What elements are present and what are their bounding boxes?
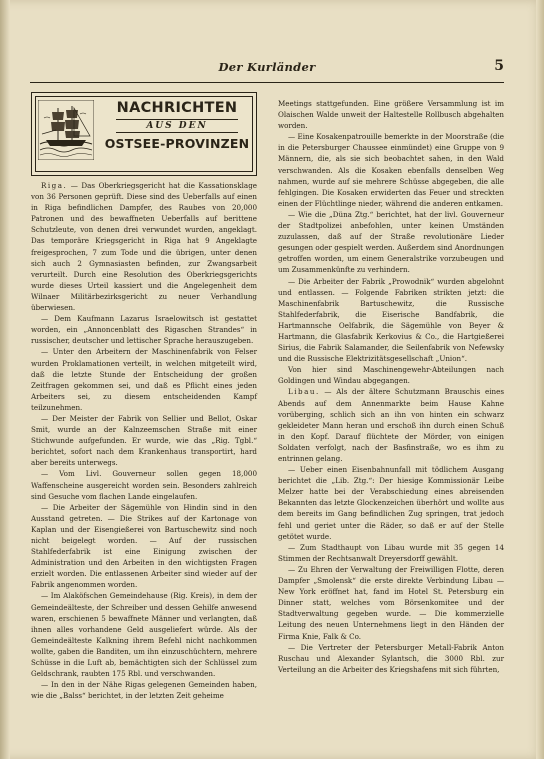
article-paragraph <box>31 502 257 591</box>
paragraph-text: — Zu Ehren der Verwaltung der Freiwilligen Flotte, deren Dampfer „Smolensk“ die erste direkte Verbindung Libau — New York eröffnet hat, fand im Hotel St. Petersburg ein Dinner statt, welches vom Börsenkomitee und der Stadtverwaltung gegeben wurde. — Die kommerzielle Leitung des neuen Unternehmens liegt in den Händen der Firma Knie, Falk & Co. <box>278 564 504 641</box>
paragraph-text: — Der Meister der Fabrik von Sellier und Bellot, Oskar Smit, wurde an der Kalnzeemschen Straße mit einer Stichwunde aufgefunden. Er wurde, wie das „Rig. Tgbl.“ berichtet, sofort nach dem Krankenhaus transportirt, hard aber bereits unterwegs. <box>31 413 257 468</box>
paragraph-text: — Wie die „Düna Ztg.“ berichtet, hat der livl. Gouverneur der Stadtpolizei anbefohlen, unter keinen Umständen zuzulassen, daß auf der Straße revolutionäre Lieder gesungen oder gespielt werden. Außerdem sind Anordnungen getroffen worden, um einem Generalstrike vorzubeugen und um Zusammenkünfte zu verhindern. <box>278 209 504 275</box>
paragraph-text: — Dem Kaufmann Lazarus Israelowitsch ist gestattet worden, ein „Annoncenblatt des Rigaschen Strandes“ in russischer, deutscher und lettischer Sprache herauszugeben. <box>31 314 257 346</box>
paragraph-text: — In den in der Nähe Rigas gelegenen Gemeinden haben, wie die „Balss“ berichtet, in der letzten Zeit geheime <box>31 680 257 701</box>
paragraph-text: — Vom Livl. Gouverneur sollen gegen 18,000 Waffenscheine ausgereicht worden sein. Besonders zahlreich sind Gesuche vom flachen Lande eingelaufen. <box>31 469 257 501</box>
article-paragraph <box>278 276 504 365</box>
dateline: Libau. <box>288 387 320 397</box>
paragraph-text: — Das Oberkriegsgericht hat die Kassationsklage von 36 Personen geprüft. Diese sind des Ueberfalls auf einen in Riga befindlichen Dampfer, des Raubes von 20,000 Patronen und des bewaffneten Ueberfalls auf berittene Schutzleute, von denen drei verwundet wurden, angeklagt. Das temporäre Kriegsgericht in Riga hat 9 Angeklagte freigesprochen, 7 zum Tode und die übrigen, unter denen sich auch 2 Gymnasiasten befinden, zur Zwangsarbeit verurteilt. Durch eine Resolution des Oberkriegsgerichts wurde dieses Urteil kassiert und die Angelegenheit dem Wilnaer Militärbezirksgericht zu neuer Verhandlung überwiesen. <box>31 181 257 313</box>
paragraph-text: Meetings stattgefunden. Eine größere Versammlung ist im Olaischen Walde unweit der Haltestelle Rollbusch abgehalten worden. <box>278 99 504 131</box>
banner-line-3: OSTSEE-PROVINZEN <box>104 136 250 151</box>
banner-title <box>102 99 252 153</box>
article-paragraph <box>31 590 257 679</box>
sailing-ship-icon <box>38 100 94 160</box>
banner-line-1: NACHRICHTEN <box>116 100 238 116</box>
article-paragraph <box>278 364 504 386</box>
article-paragraph <box>31 346 257 413</box>
paragraph-text: — Unter den Arbeitern der Maschinenfabrik von Felser wurden Proklamationen verteilt, in welchen mitgeteilt wird, daß die letzte Stunde der Entscheidung der großen Zeitfragen gekommen sei, und daß es Pflicht eines jeden Arbeiters sei, zu diesem entscheidenden Kampf teilzunehmen. <box>31 347 257 412</box>
article-paragraph <box>31 468 257 501</box>
article-paragraph <box>278 542 504 564</box>
paragraph-text: — Eine Kosakenpatrouille bemerkte in der Moorstraße (die in die Petersburger Chaussee einmündet) eine Gruppe von 9 Männern, die, als sie sich beobachtet sahen, in den Wald verschwanden. Als die Kosaken ebenfalls denselben Weg nahmen, wurde auf sie mehrere Schüsse abgegeben, die alle fehlgingen. Die Kosaken erwiderten das Feuer und streckten einen der Flüchtlinge nieder, während die anderen entkamen. <box>278 132 504 208</box>
article-paragraph <box>31 313 257 346</box>
paragraph-text: — Die Arbeiter der Sägemühle von Hindin sind in den Ausstand getreten. — Die Strikes auf der Kartonage von Kaplan und der Eisengießerei von Bartuschewitz sind noch nicht beigelegt worden. — Auf der russischen Stahlfederfabrik ist eine Einigung zwischen der Administration und den Arbeiten in den wichtigsten Fragen erzielt worden. Die entlassenen Arbeiter sind wieder auf der Fabrik angenommen worden. <box>31 502 257 590</box>
dateline: Riga. <box>41 181 68 190</box>
article-paragraph <box>31 180 257 313</box>
paragraph-text: Von hier sind Maschinengewehr-Abteilungen nach Goldingen und Windau abgegangen. <box>278 365 504 386</box>
paragraph-text: — Als der ältere Schutzmann Brauschis eines Abends auf dem Annenmarkte beim Hause Kahne vorüberging, schlich sich an ihn von hinten ein schwarz gekleideter Mann heran und erschoß ihn durch einen Schuß in den Kopf. Darauf flüchtete der Mörder, von einigen Soldaten verfolgt, nach der Basfinstraße, wo es ihm zu entrinnen gelang. <box>278 387 504 463</box>
article-paragraph <box>278 464 504 542</box>
paragraph-text: — Zum Stadthaupt von Libau wurde mit 35 gegen 14 Stimmen der Rechtsanwalt Dreyersdorff gewählt. <box>278 542 504 563</box>
article-paragraph <box>278 209 504 276</box>
article-paragraph <box>278 386 504 464</box>
paragraph-text: — Ueber einen Eisenbahnunfall mit tödlichem Ausgang berichtet die „Lib. Ztg.“: Der hiesige Kommissionär Leibe Melzer hatte bei der Verabschiedung eines abreisenden Bekannten das letzte Glockenzeichen überhört und wollte aus dem bereits im Gang befindlichen Zug springen, trat jedoch fehl und geriet unter die Räder, so daß er auf der Stelle getötet wurde. <box>278 465 504 541</box>
running-title: Der Kurländer <box>218 60 316 74</box>
article-paragraph <box>278 131 504 209</box>
banner-line-2: AUS DEN <box>116 119 238 133</box>
article-paragraph <box>31 679 257 701</box>
article-paragraph <box>278 564 504 642</box>
right-column <box>278 98 504 675</box>
page-header <box>30 58 504 80</box>
page-number: 5 <box>494 58 504 74</box>
article-paragraph <box>31 413 257 468</box>
paragraph-text: — Die Arbeiter der Fabrik „Prowodnik“ wurden abgelohnt und entlassen. — Folgende Fabriken strikten jetzt: die Maschinenfabrik Bartuschewitz, die Russische Stahlfederfabrik, die Eiserische Bandfabrik, die Hartmannsche Oelfabrik, die Sägemühle von Beyer & Hartmann, die Glasfabrik Kerkovius & Co., die Hartgießerei Sirius, die Fabrik Salamander, die Seilenfabrik von Nefewsky und die Russische Elektrizitätsgesellschaft „Union“. <box>278 276 504 364</box>
article-paragraph <box>278 98 504 131</box>
page-edge-left <box>0 0 10 759</box>
article-paragraph <box>278 642 504 675</box>
paragraph-text: — Im Alaköfschen Gemeindehause (Rig. Kreis), in dem der Gemeindeälteste, der Schreiber und dessen Gehilfe anwesend waren, erschienen 5 bewaffnete Männer und verlangten, daß ihnen alles vorhandene Geld ausgeliefert würde. Als der Gemeindeälteste Kalkning ihrem Befehl nicht nachkommen wollte, gaben die Banditen, um ihn einzuschüchtern, mehrere Schüsse in die Luft ab, bemächtigten sich der Schlüssel zum Geldschrank, raubten 175 Rbl. und verschwanden. <box>31 591 257 679</box>
section-banner <box>31 92 257 176</box>
left-column <box>31 92 257 701</box>
page-edge-right <box>536 0 544 759</box>
paragraph-text: — Die Vertreter der Petersburger Metall-Fabrik Anton Ruschau und Alexander Sylantsch, die 3000 Rbl. zur Verteilung an die Arbeiter des Kriegshafens mit sich führten, <box>278 642 504 674</box>
header-rule <box>30 82 504 83</box>
